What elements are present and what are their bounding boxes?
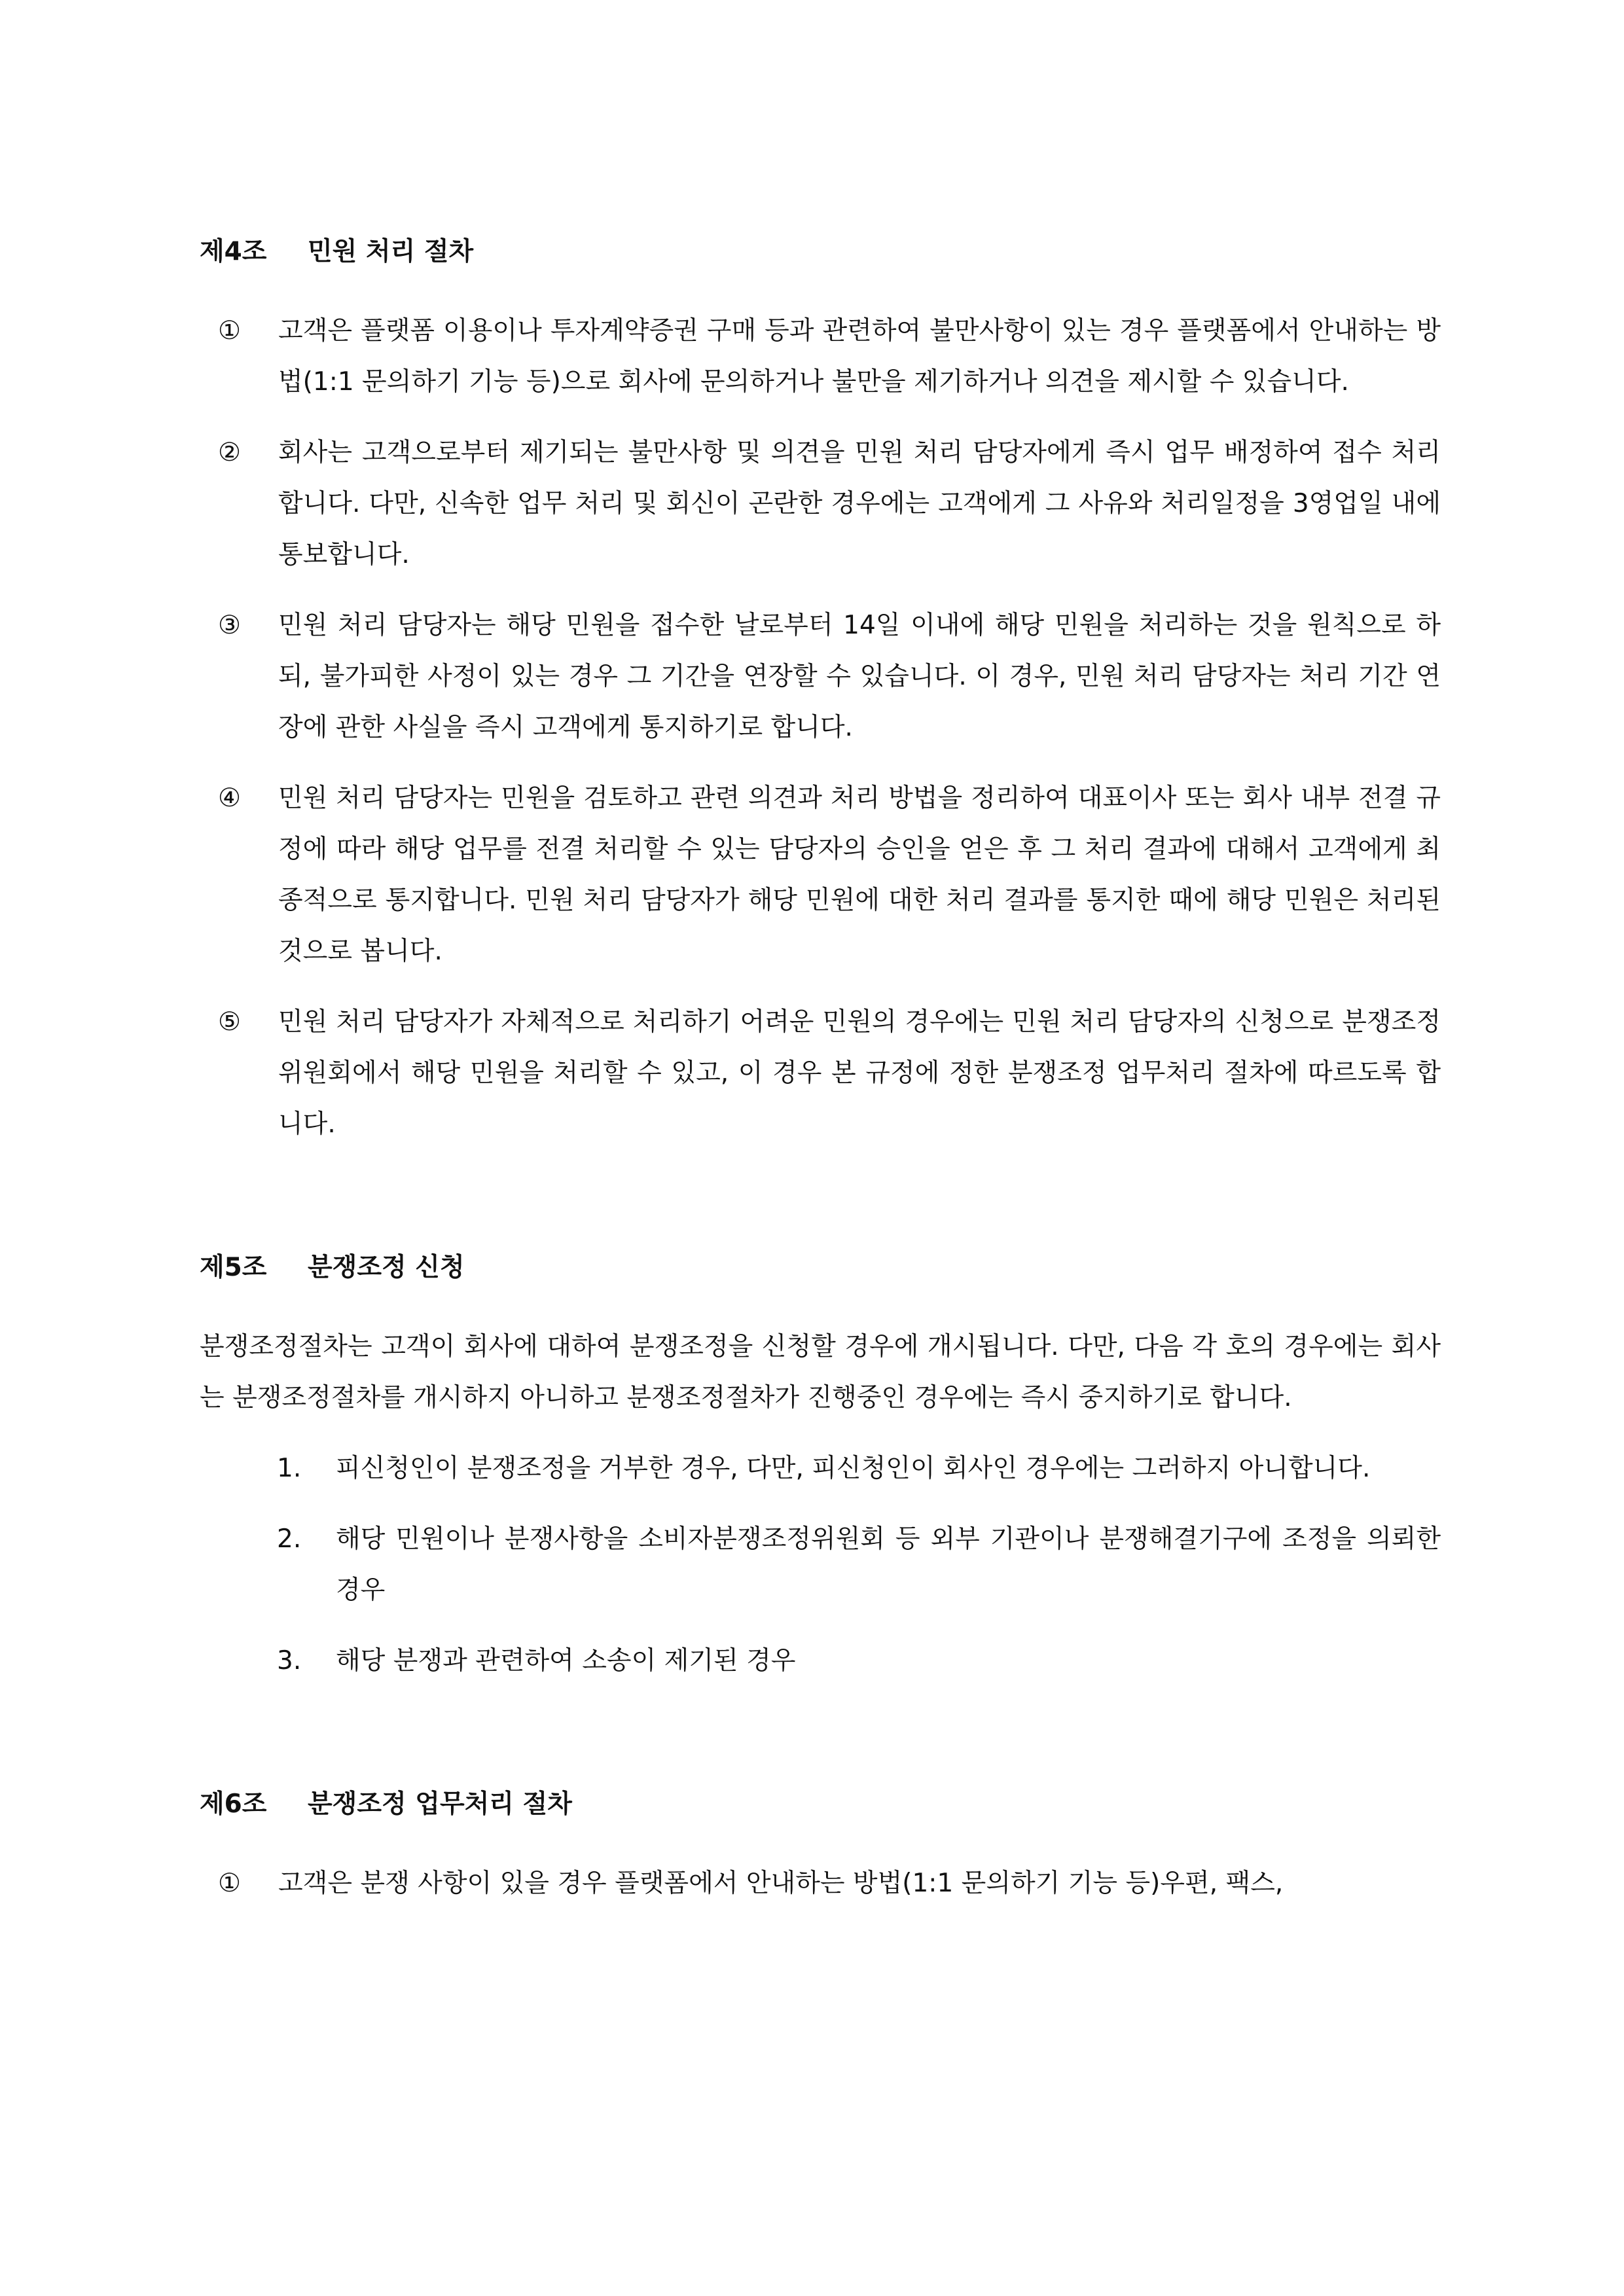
clause-text: 민원 처리 담당자는 해당 민원을 접수한 날로부터 14일 이내에 해당 민원을 처리하는 것을 원칙으로 하되, 불가피한 사정이 있는 경우 그 기간을 연장할 수 있습니다. 이 경우, 민원 처리 담당자는 처리 기간 연장에 관한 사실을 즉시 고객에게 통지하기로 합니다. [278, 611, 1441, 742]
article-6-title: 분쟁조정 업무처리 절차 [308, 1789, 572, 1819]
article-6-number: 제6조 [200, 1789, 267, 1819]
list-marker: 1. [277, 1454, 302, 1483]
article-5-item-1 [200, 1443, 1441, 1494]
article-4-title: 민원 처리 절차 [308, 237, 474, 266]
article-4-heading [200, 232, 1441, 272]
clause-marker: ⑤ [218, 1007, 241, 1037]
article-5-title: 분쟁조정 신청 [308, 1253, 465, 1282]
section-spacer [200, 1706, 1441, 1785]
clause-text: 고객은 플랫폼 이용이나 투자계약증권 구매 등과 관련하여 불만사항이 있는 경우 플랫폼에서 안내하는 방법(1:1 문의하기 기능 등)으로 회사에 문의하거나 불만을 제기하거나 의견을 제시할 수 있습니다. [278, 316, 1441, 397]
list-marker: 2. [277, 1524, 302, 1554]
article-4-clause-5 [200, 997, 1441, 1150]
clause-marker: ④ [218, 783, 241, 813]
article-4-number: 제4조 [200, 237, 267, 266]
article-5-item-2 [200, 1514, 1441, 1616]
clause-marker: ③ [218, 611, 241, 640]
article-6-heading [200, 1785, 1441, 1824]
clause-text: 회사는 고객으로부터 제기되는 불만사항 및 의견을 민원 처리 담당자에게 즉시 업무 배정하여 접수 처리합니다. 다만, 신속한 업무 처리 및 회신이 곤란한 경우에는 고객에게 그 사유와 처리일정을 3영업일 내에 통보합니다. [278, 438, 1441, 569]
list-marker: 3. [277, 1646, 302, 1676]
section-spacer [200, 1170, 1441, 1248]
clause-text: 민원 처리 담당자는 민원을 검토하고 관련 의견과 처리 방법을 정리하여 대표이사 또는 회사 내부 전결 규정에 따라 해당 업무를 전결 처리할 수 있는 담당자의 승인을 얻은 후 그 처리 결과에 대해서 고객에게 최종적으로 통지합니다. 민원 처리 담당자가 해당 민원에 대한 처리 결과를 통지한 때에 해당 민원은 처리된 것으로 봅니다. [278, 783, 1441, 966]
article-6-clause-1 [200, 1858, 1441, 1909]
article-4-clause-3 [200, 600, 1441, 753]
list-text: 해당 분쟁과 관련하여 소송이 제기된 경우 [336, 1646, 796, 1676]
article-5-intro: 분쟁조정절차는 고객이 회사에 대하여 분쟁조정을 신청할 경우에 개시됩니다. 다만, 다음 각 호의 경우에는 회사는 분쟁조정절차를 개시하지 아니하고 분쟁조정절차가 진행중인 경우에는 즉시 중지하기로 합니다. [200, 1332, 1441, 1412]
list-text: 피신청인이 분쟁조정을 거부한 경우, 다만, 피신청인이 회사인 경우에는 그러하지 아니합니다. [336, 1454, 1371, 1483]
article-4-clause-1 [200, 306, 1441, 408]
article-5-item-3 [200, 1636, 1441, 1687]
clause-marker: ① [218, 1869, 241, 1898]
list-text: 해당 민원이나 분쟁사항을 소비자분쟁조정위원회 등 외부 기관이나 분쟁해결기구에 조정을 의뢰한 경우 [336, 1524, 1441, 1605]
article-4-clause-4 [200, 773, 1441, 977]
article-5-number: 제5조 [200, 1253, 267, 1282]
article-4-clause-2 [200, 427, 1441, 581]
article-5-heading [200, 1248, 1441, 1287]
clause-marker: ② [218, 438, 241, 467]
clause-text: 고객은 분쟁 사항이 있을 경우 플랫폼에서 안내하는 방법(1:1 문의하기 기능 등)우편, 팩스, [278, 1869, 1284, 1898]
clause-marker: ① [218, 316, 241, 346]
clause-text: 민원 처리 담당자가 자체적으로 처리하기 어려운 민원의 경우에는 민원 처리 담당자의 신청으로 분쟁조정위원회에서 해당 민원을 처리할 수 있고, 이 경우 본 규정에 정한 분쟁조정 업무처리 절차에 따르도록 합니다. [278, 1007, 1441, 1139]
